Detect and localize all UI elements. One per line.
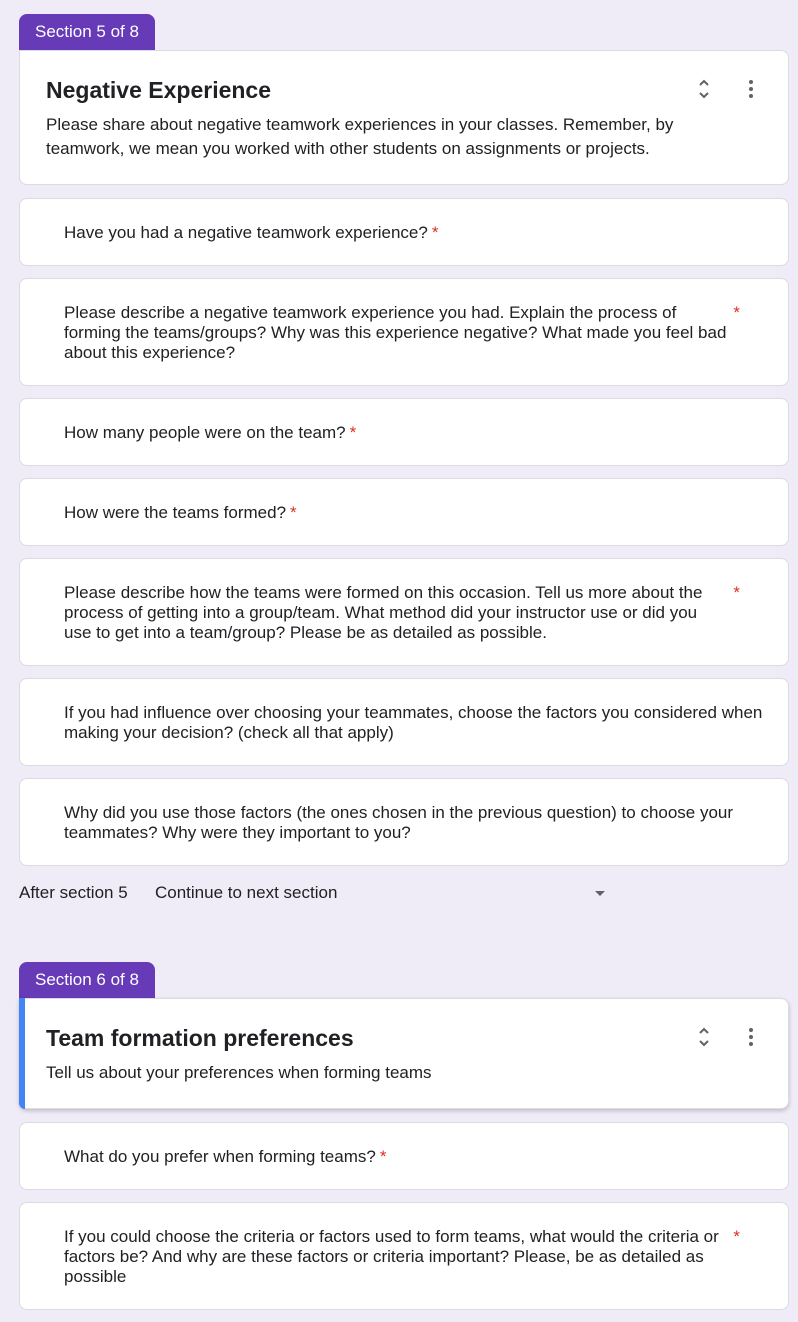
after-section-dropdown[interactable]: Continue to next section — [155, 883, 338, 902]
more-options-icon[interactable] — [739, 1025, 763, 1049]
question-text: What do you prefer when forming teams? — [64, 1147, 376, 1166]
question-title: Please describe how the teams were formed on this occasion. Tell us more about the process of getting into a group/team. What method did your instructor use or did you use to get into a team/group? Please be as detailed as possible. — [64, 583, 703, 642]
question-title — [64, 503, 714, 523]
question-card[interactable] — [19, 278, 789, 386]
section-6-description[interactable]: Tell us about your preferences when forming teams — [46, 1063, 432, 1082]
required-asterisk: * — [349, 423, 357, 442]
required-asterisk: * — [733, 583, 740, 602]
question-card[interactable] — [19, 778, 789, 866]
question-card[interactable] — [19, 1122, 789, 1190]
question-text: Have you had a negative teamwork experience? — [64, 223, 428, 242]
collapse-expand-icon[interactable] — [692, 77, 716, 101]
question-title — [64, 223, 714, 243]
question-title: If you had influence over choosing your teammates, choose the factors you considered when making your decision? (check all that apply) — [64, 703, 763, 742]
required-asterisk: * — [733, 303, 740, 322]
active-indicator-bar — [19, 998, 25, 1109]
section-5-description[interactable]: Please share about negative teamwork experiences in your classes. Remember, by teamwork, we mean you worked with other students on assignments or projects. — [46, 115, 674, 158]
collapse-expand-icon[interactable] — [692, 1025, 716, 1049]
required-asterisk: * — [733, 1227, 740, 1246]
after-section-label: After section 5 — [19, 883, 128, 902]
section-6-header-card[interactable] — [19, 998, 789, 1109]
section-5-header-card[interactable] — [19, 50, 789, 185]
section-5-title[interactable]: Negative Experience — [46, 77, 272, 103]
section-6-tab: Section 6 of 8 — [19, 962, 155, 998]
question-card[interactable] — [19, 198, 789, 266]
required-asterisk: * — [290, 503, 297, 522]
question-card[interactable] — [19, 558, 789, 666]
dropdown-arrow-icon[interactable] — [595, 891, 605, 896]
question-card[interactable] — [19, 398, 789, 466]
required-asterisk: * — [379, 1147, 387, 1166]
section-5-tab: Section 5 of 8 — [19, 14, 155, 50]
question-text: How were the teams formed? — [64, 503, 287, 522]
question-title: If you could choose the criteria or factors used to form teams, what would the criteria or factors be? And why are these factors or criteria important? Please, be as detailed as possible — [64, 1227, 719, 1286]
question-title — [64, 1147, 714, 1167]
question-card[interactable] — [19, 1202, 789, 1310]
question-card[interactable] — [19, 678, 789, 766]
question-text: How many people were on the team? — [64, 423, 346, 442]
required-asterisk: * — [431, 223, 439, 242]
section-6-title[interactable]: Team formation preferences — [46, 1025, 354, 1051]
more-options-icon[interactable] — [739, 77, 763, 101]
question-card[interactable] — [19, 478, 789, 546]
question-title — [64, 423, 714, 443]
question-title: Why did you use those factors (the ones chosen in the previous question) to choose your teammates? Why were they important to you? — [64, 803, 734, 842]
question-title: Please describe a negative teamwork experience you had. Explain the process of forming the teams/groups? Why was this experience negative? What made you feel bad about this experience? — [64, 303, 727, 362]
